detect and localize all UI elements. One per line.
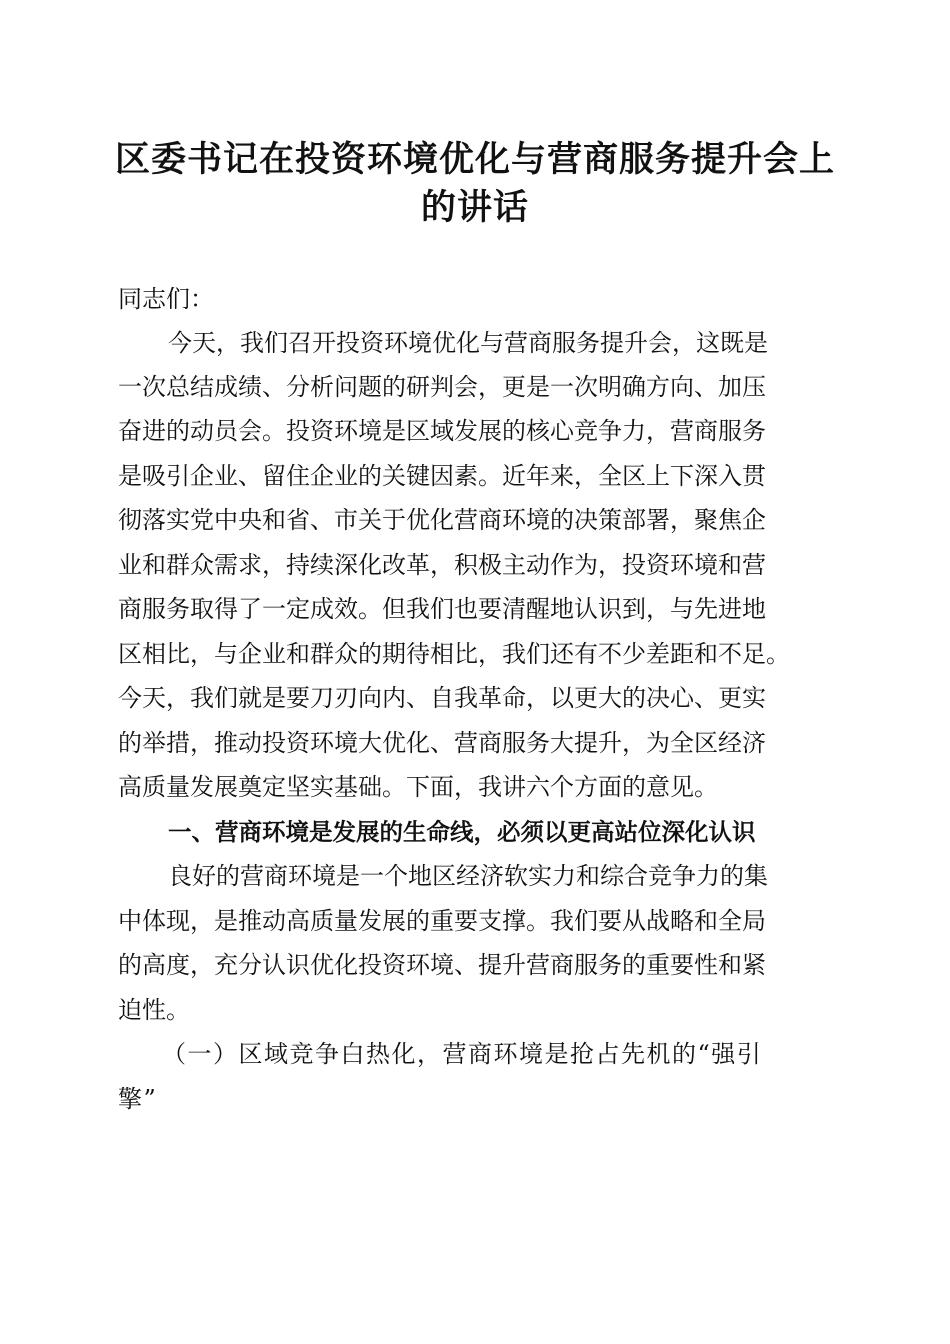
- intro-line-7: 商服务取得了一定成效。但我们也要清醒地认识到，与先进地: [118, 595, 766, 623]
- section-1-line-4: 迫性。: [118, 996, 190, 1024]
- intro-line-1: 今天，我们召开投资环境优化与营商服务提升会，这既是: [168, 329, 768, 357]
- section-1-line-1: 良好的营商环境是一个地区经济软实力和综合竞争力的集: [168, 862, 768, 890]
- section-1-line-2: 中体现，是推动高质量发展的重要支撑。我们要从战略和全局: [118, 907, 766, 935]
- document-title-line-1: 区委书记在投资环境优化与营商服务提升会上: [114, 140, 835, 180]
- subsection-1-heading-line-2: 擎”: [118, 1085, 158, 1113]
- intro-line-2: 一次总结成绩、分析问题的研判会，更是一次明确方向、加压: [118, 373, 766, 401]
- intro-line-5: 彻落实党中央和省、市关于优化营商环境的决策部署，聚焦企: [118, 506, 766, 534]
- intro-line-9: 今天，我们就是要刀刃向内、自我革命，以更大的决心、更实: [118, 684, 766, 712]
- subsection-1-heading-line-1: （一）区域竞争白热化，营商环境是抢占先机的“强引: [162, 1040, 763, 1068]
- intro-line-11: 高质量发展奠定坚实基础。下面，我讲六个方面的意见。: [118, 773, 718, 801]
- intro-line-6: 业和群众需求，持续深化改革，积极主动作为，投资环境和营: [118, 551, 766, 579]
- section-1-line-3: 的高度，充分认识优化投资环境、提升营商服务的重要性和紧: [118, 951, 766, 979]
- intro-line-8: 区相比，与企业和群众的期待相比，我们还有不少差距和不足。: [118, 640, 790, 668]
- section-1-heading: 一、营商环境是发展的生命线，必须以更高站位深化认识: [168, 818, 756, 846]
- intro-line-10: 的举措，推动投资环境大优化、营商服务大提升，为全区经济: [118, 729, 766, 757]
- intro-line-4: 是吸引企业、留住企业的关键因素。近年来，全区上下深入贯: [118, 462, 766, 490]
- salutation: 同志们：: [118, 285, 214, 313]
- document-title-line-2: 的讲话: [420, 188, 529, 228]
- intro-line-3: 奋进的动员会。投资环境是区域发展的核心竞争力，营商服务: [118, 417, 766, 445]
